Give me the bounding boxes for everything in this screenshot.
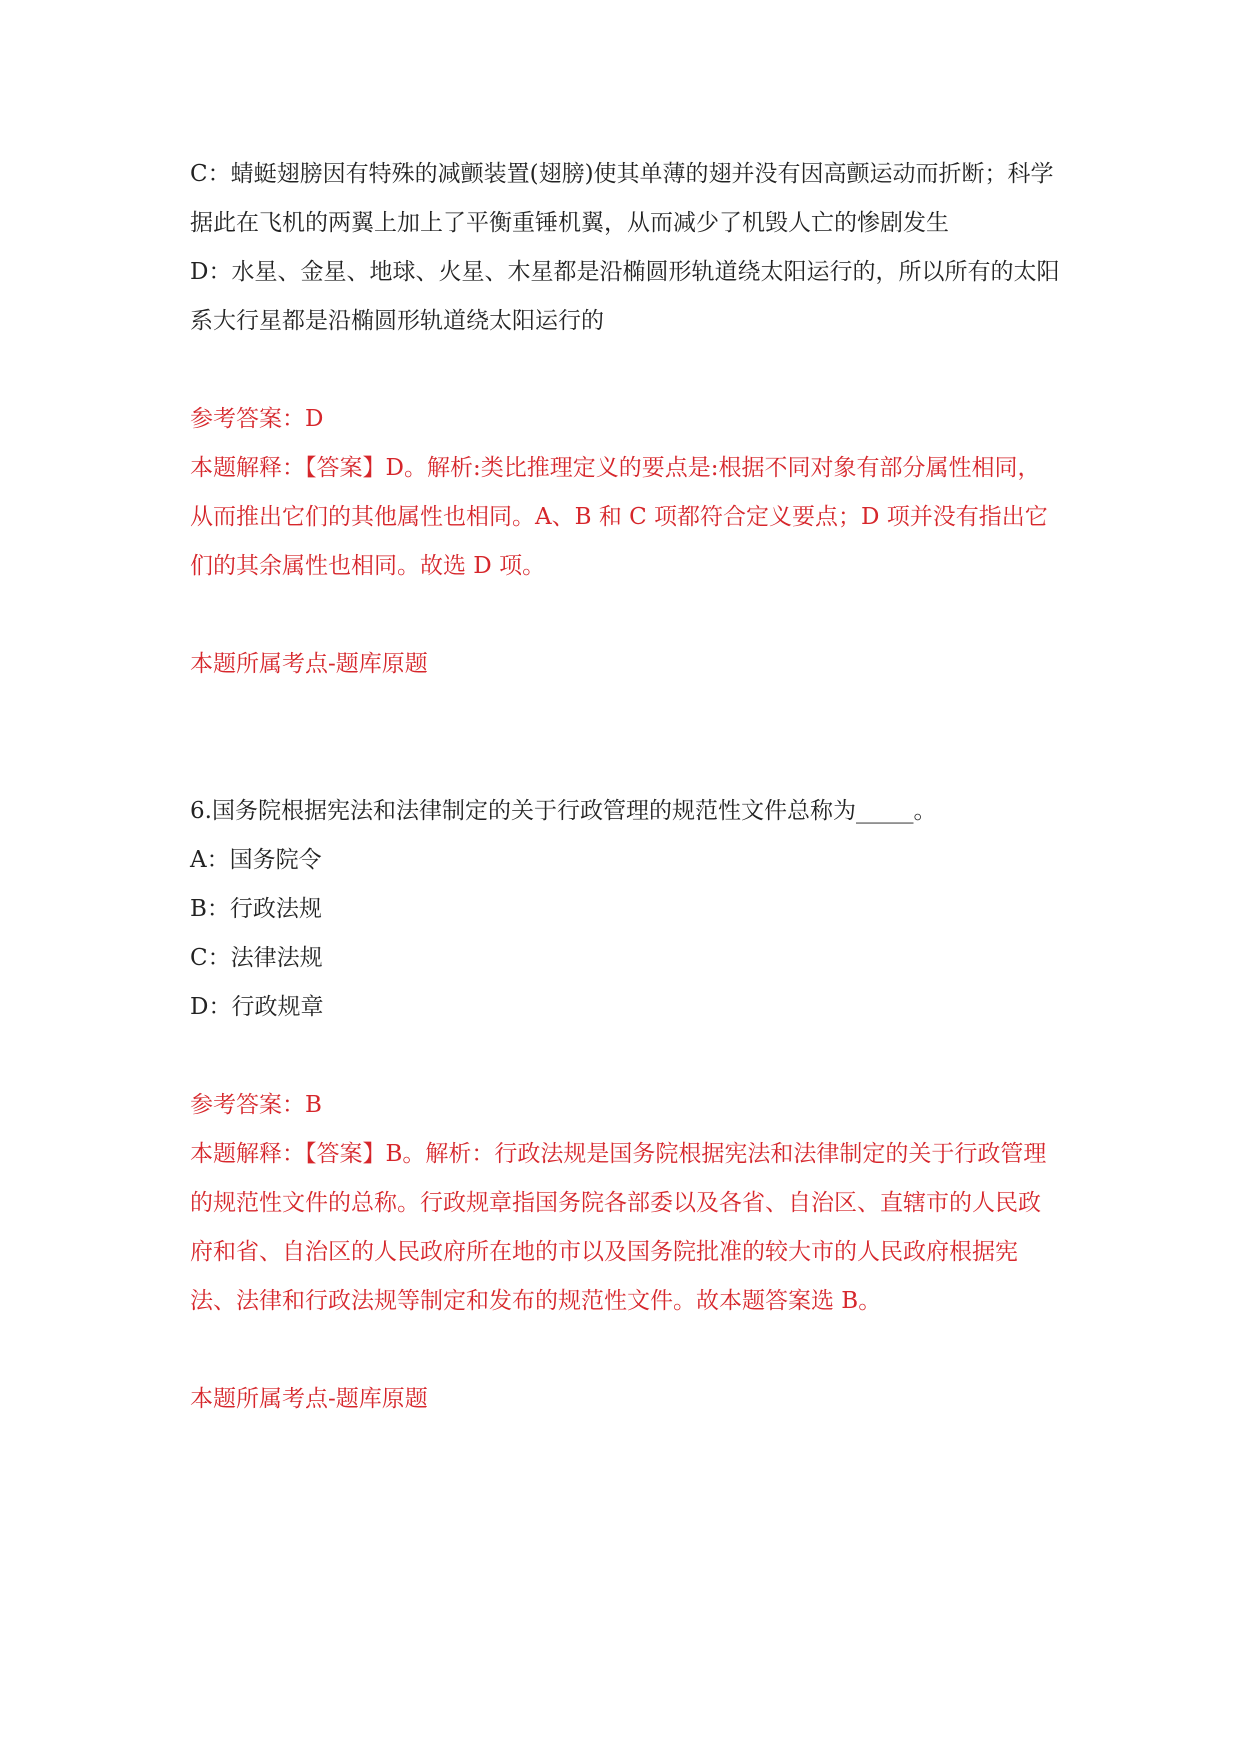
- spacer: [190, 689, 1060, 787]
- spacer: [190, 1032, 1060, 1081]
- spacer: [190, 1326, 1060, 1375]
- question-6-explanation: 本题解释：【答案】B。解析：行政法规是国务院根据宪法和法律制定的关于行政管理的规范性文件的总称。行政规章指国务院各部委以及各省、自治区、直辖市的人民政府和省、自治区的人民政府所在地的市以及国务院批准的较大市的人民政府根据宪法、法律和行政法规等制定和发布的规范性文件。故本题答案选 B。: [190, 1141, 1047, 1314]
- question-6-option-d: D：行政规章: [190, 994, 324, 1020]
- question-6-stem: 6.国务院根据宪法和法律制定的关于行政管理的规范性文件总称为_____。: [190, 798, 937, 824]
- question-6-option-a: A：国务院令: [190, 847, 322, 873]
- document-page: [190, 150, 1060, 1424]
- question-6-option-c: C：法律法规: [190, 945, 323, 971]
- question-6-source: 本题所属考点-题库原题: [190, 1386, 428, 1412]
- prev-answer: 参考答案：D: [190, 406, 324, 432]
- prev-source: 本题所属考点-题库原题: [190, 651, 428, 677]
- question-6-option-b: B：行政法规: [190, 896, 322, 922]
- question-6-answer: 参考答案：B: [190, 1092, 322, 1118]
- prev-explanation: 本题解释：【答案】D。解析:类比推理定义的要点是:根据不同对象有部分属性相同，从而推出它们的其他属性也相同。A、B 和 C 项都符合定义要点；D 项并没有指出它们的其余属性也相同。故选 D 项。: [190, 455, 1048, 579]
- prev-option-d: D：水星、金星、地球、火星、木星都是沿椭圆形轨道绕太阳运行的，所以所有的太阳系大行星都是沿椭圆形轨道绕太阳运行的: [190, 259, 1060, 334]
- spacer: [190, 346, 1060, 395]
- prev-option-c: C：蜻蜓翅膀因有特殊的减颤装置(翅膀)使其单薄的翅并没有因高颤运动而折断；科学据此在飞机的两翼上加上了平衡重锤机翼，从而减少了机毁人亡的惨剧发生: [190, 161, 1054, 236]
- spacer: [190, 591, 1060, 640]
